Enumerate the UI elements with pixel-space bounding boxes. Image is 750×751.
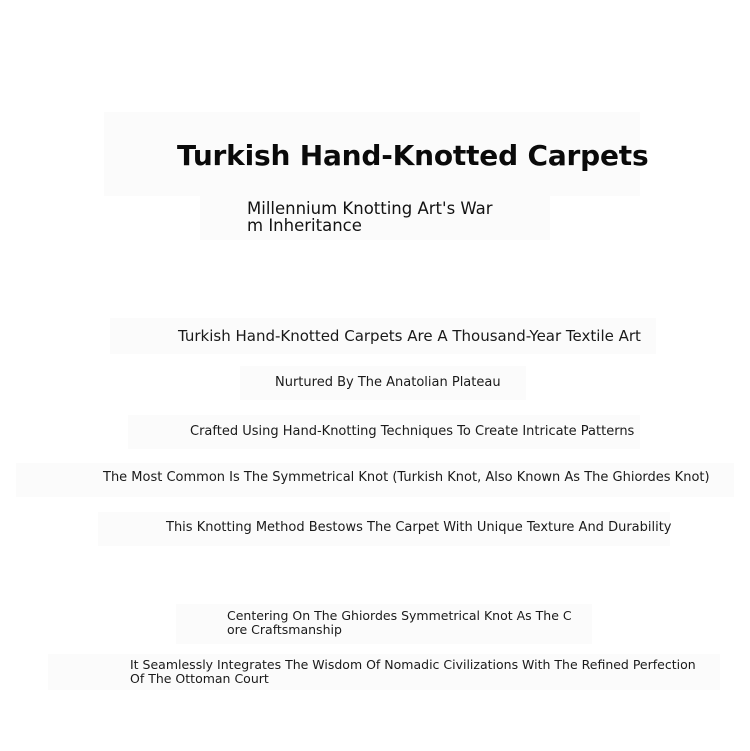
- text-line-6: Centering On The Ghiordes Symmetrical Knot As The C ore Craftsmanship: [227, 608, 572, 637]
- text-line-3: Crafted Using Hand-Knotting Techniques To Create Intricate Patterns: [190, 424, 635, 439]
- text-line-4: The Most Common Is The Symmetrical Knot (Turkish Knot, Also Known As The Ghiordes Knot): [103, 470, 710, 485]
- text-line-7: It Seamlessly Integrates The Wisdom Of Nomadic Civilizations With The Refined Perfection Of The Ottoman Court: [130, 657, 696, 686]
- text-line-1: Turkish Hand-Knotted Carpets Are A Thousand-Year Textile Art: [178, 327, 641, 345]
- text-line-5: This Knotting Method Bestows The Carpet With Unique Texture And Durability: [166, 520, 672, 535]
- text-line-2: Nurtured By The Anatolian Plateau: [275, 375, 501, 390]
- page-title: Turkish Hand-Knotted Carpets: [177, 139, 649, 172]
- page-subtitle: Millennium Knotting Art's War m Inheritance: [247, 199, 493, 235]
